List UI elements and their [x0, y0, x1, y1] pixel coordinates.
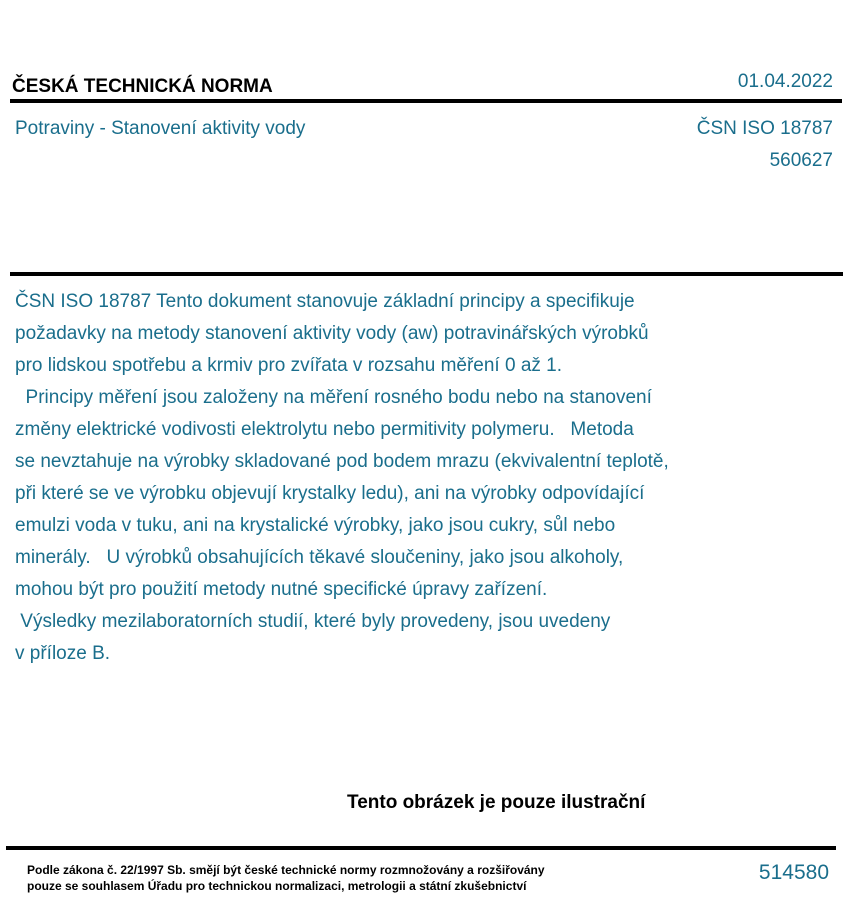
abstract-line: při které se ve výrobku objevují krystalky ledu), ani na výrobky odpovídající: [15, 483, 645, 504]
norm-date: 01.04.2022: [737, 71, 833, 92]
abstract-line: změny elektrické vodivosti elektrolytu nebo permitivity polymeru. Metoda: [15, 419, 634, 440]
illustration-note: Tento obrázek je pouze ilustrační: [347, 792, 646, 813]
legal-notice: [27, 862, 545, 894]
abstract-line: emulzi voda v tuku, ani na krystalické výrobky, jako jsou cukry, sůl nebo: [15, 515, 616, 536]
norm-title: ČESKÁ TECHNICKÁ NORMA: [12, 76, 273, 97]
abstract-line: požadavky na metody stanovení aktivity vody (aw) potravinářských výrobků: [15, 323, 649, 344]
legal-line: Podle zákona č. 22/1997 Sb. smějí být české technické normy rozmnožovány a rozšiřovány: [27, 863, 545, 877]
abstract-line: Výsledky mezilaboratorních studií, které byly provedeny, jsou uvedeny: [15, 611, 611, 632]
abstract-text: [15, 286, 775, 670]
document-number: ČSN ISO 18787: [696, 118, 833, 139]
footer-divider: [6, 846, 836, 850]
legal-line: pouze se souhlasem Úřadu pro technickou normalizaci, metrologii a státní zkušebnictví: [27, 879, 527, 893]
abstract-line: v příloze B.: [15, 643, 111, 664]
document-classification: 560627: [769, 150, 833, 171]
header-divider: [10, 99, 842, 103]
section-divider: [10, 272, 843, 276]
abstract-line: minerály. U výrobků obsahujících těkavé sloučeniny, jako jsou alkoholy,: [15, 547, 624, 568]
abstract-line: Principy měření jsou založeny na měření rosného bodu nebo na stanovení: [15, 387, 652, 408]
abstract-line: ČSN ISO 18787 Tento dokument stanovuje základní principy a specifikuje: [15, 291, 635, 312]
abstract-line: se nevztahuje na výrobky skladované pod bodem mrazu (ekvivalentní teplotě,: [15, 451, 669, 472]
document-subject: Potraviny - Stanovení aktivity vody: [15, 118, 306, 139]
abstract-line: pro lidskou spotřebu a krmiv pro zvířata v rozsahu měření 0 až 1.: [15, 355, 563, 376]
document-id: 514580: [758, 861, 829, 884]
abstract-line: mohou být pro použití metody nutné specifické úpravy zařízení.: [15, 579, 548, 600]
